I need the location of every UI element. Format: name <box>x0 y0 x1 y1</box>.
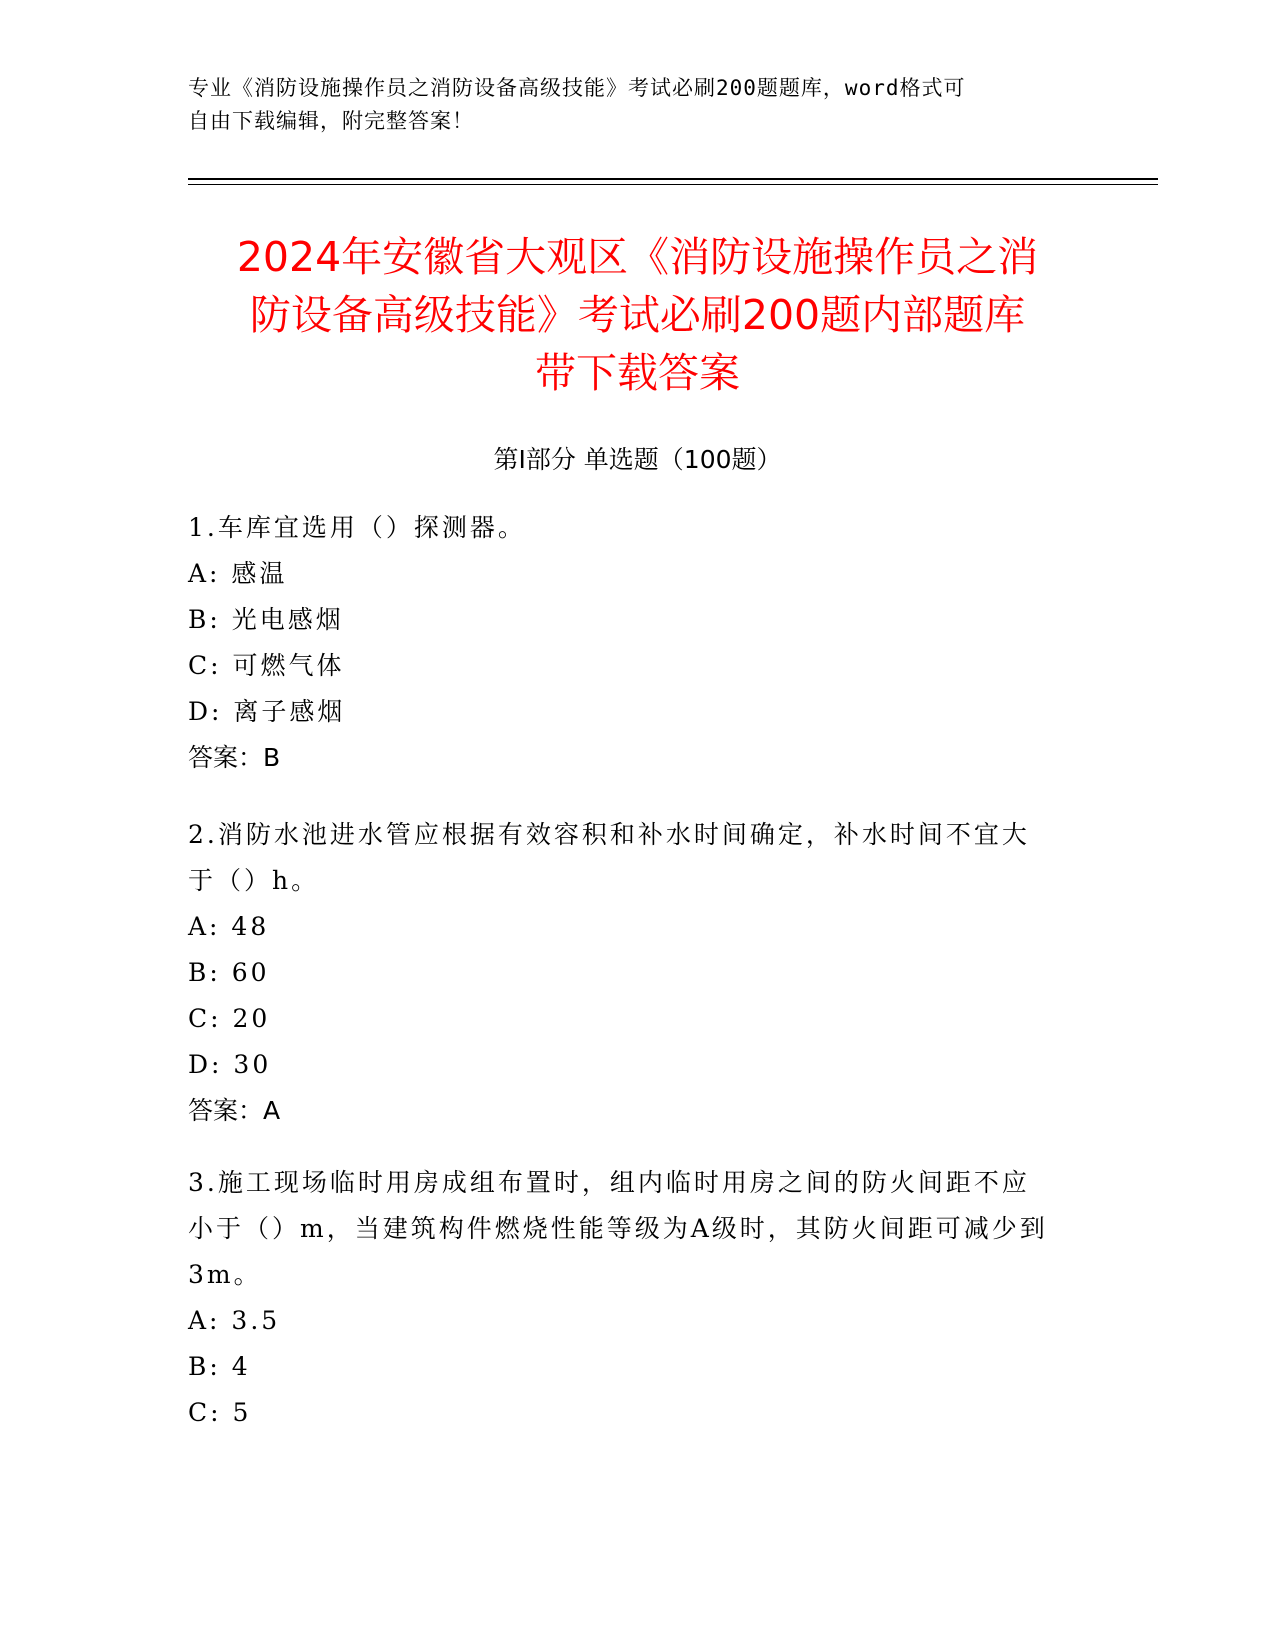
title-line-1: 2024年安徽省大观区《消防设施操作员之消 <box>236 233 1039 281</box>
option-d: D: 离子感烟 <box>188 697 346 726</box>
option-a: A: 3.5 <box>188 1306 281 1335</box>
title-line-3: 带下载答案 <box>535 349 740 397</box>
option-c: C: 20 <box>188 1004 271 1033</box>
divider-thick <box>188 178 1158 180</box>
intro-line-2: 自由下载编辑，附完整答案！ <box>188 109 474 133</box>
document-title <box>140 228 1135 402</box>
answer-text: 答案：A <box>188 1096 281 1125</box>
section-heading: 第Ⅰ部分 单选题（100题） <box>493 445 782 474</box>
question-text-line-2: 于（）h。 <box>188 866 320 895</box>
question-text-line-2: 小于（）m，当建筑构件燃烧性能等级为A级时，其防火间距可减少到 <box>188 1214 1048 1243</box>
option-a: A: 48 <box>188 912 270 941</box>
divider-thin <box>188 184 1158 185</box>
option-b: B: 光电感烟 <box>188 605 344 634</box>
question-text-line-3: 3m。 <box>188 1260 262 1289</box>
option-b: B: 4 <box>188 1352 251 1381</box>
option-a: A: 感温 <box>188 559 288 588</box>
question-3 <box>188 1160 1078 1436</box>
title-line-2: 防设备高级技能》考试必刷200题内部题库 <box>249 291 1026 339</box>
intro-line-1: 专业《消防设施操作员之消防设备高级技能》考试必刷200题题库，word格式可 <box>188 76 966 100</box>
question-text-line-1: 3.施工现场临时用房成组布置时，组内临时用房之间的防火间距不应 <box>188 1168 1030 1197</box>
option-c: C: 5 <box>188 1398 252 1427</box>
answer-text: 答案：B <box>188 743 281 772</box>
question-text: 1.车库宜选用（）探测器。 <box>188 513 526 542</box>
question-text-line-1: 2.消防水池进水管应根据有效容积和补水时间确定，补水时间不宜大 <box>188 820 1030 849</box>
option-b: B: 60 <box>188 958 270 987</box>
question-2 <box>188 812 1078 1134</box>
question-1 <box>188 505 1078 781</box>
option-d: D: 30 <box>188 1050 272 1079</box>
option-c: C: 可燃气体 <box>188 651 345 680</box>
intro-text <box>188 72 1088 138</box>
